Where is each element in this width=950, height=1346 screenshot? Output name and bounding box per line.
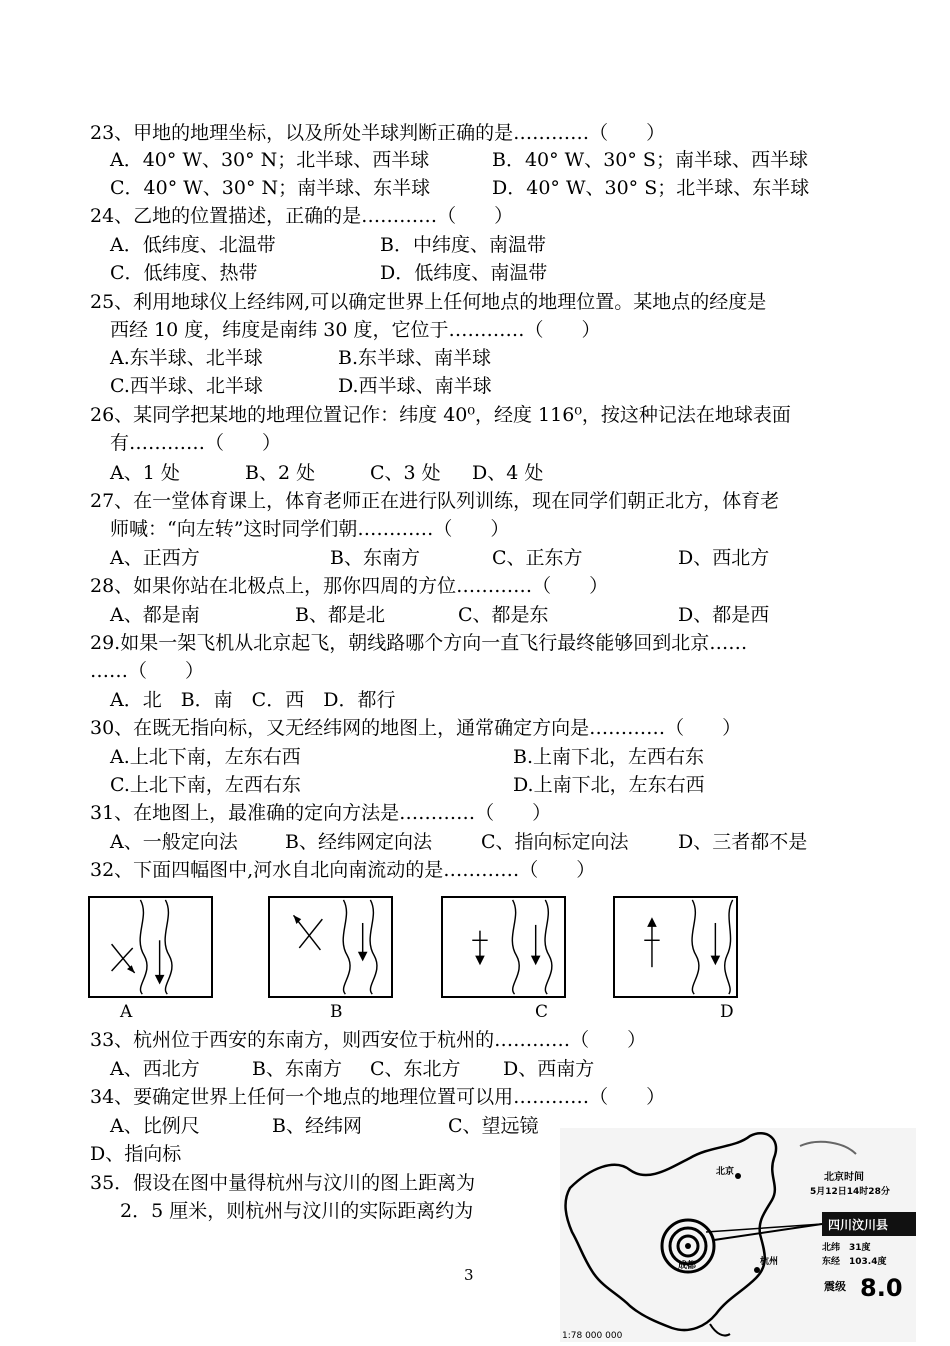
page-number: 3: [464, 1266, 474, 1284]
map-time: 5月12日14时28分: [810, 1187, 890, 1197]
q31-option-a: A、一般定向法: [110, 831, 238, 853]
q34-option-b: B、经纬网: [272, 1115, 362, 1137]
q28-option-d: D、都是西: [678, 604, 770, 626]
q32-stem: 32、下面四幅图中,河水自北向南流动的是…………（ ）: [90, 859, 596, 881]
river-diagram-c: [441, 896, 566, 998]
river-diagram-a: [88, 896, 213, 998]
map-city-hangzhou: 杭州: [760, 1257, 779, 1267]
river-diagram-a-figure: [90, 898, 211, 996]
q23-option-c: C．40° W、30° N；南半球、东半球: [110, 177, 431, 199]
q28-option-b: B、都是北: [295, 604, 385, 626]
map-time-title: 北京时间: [824, 1172, 864, 1183]
q34-stem: 34、要确定世界上任何一个地点的地理位置可以用…………（ ）: [90, 1086, 666, 1108]
q27-option-a: A、正西方: [110, 547, 200, 569]
q25-stem-line2: 西经 10 度，纬度是南纬 30 度，它位于…………（ ）: [110, 319, 601, 341]
q25-stem-line1: 25、利用地球仪上经纬网,可以确定世界上任何地点的地理位置。某地点的经度是: [90, 291, 767, 313]
diagram-label-d: D: [720, 1002, 734, 1022]
q25-option-b: B.东半球、南半球: [338, 347, 492, 369]
q35-stem-line2: 2．5 厘米，则杭州与汶川的实际距离约为: [120, 1200, 474, 1222]
q23-option-a: A．40° W、30° N；北半球、西半球: [110, 149, 430, 171]
china-map-figure: [560, 1128, 916, 1342]
q27-stem-line2: 师喊：“向左转”这时同学们朝…………（ ）: [110, 518, 510, 540]
q26-option-b: B、2 处: [245, 462, 316, 484]
q33-option-d: D、西南方: [503, 1058, 595, 1080]
q23-option-d: D．40° W、30° S；北半球、东半球: [492, 177, 810, 199]
q33-option-b: B、东南方: [252, 1058, 342, 1080]
map-lat: 北纬 31度: [822, 1243, 871, 1253]
diagram-label-b: B: [330, 1002, 343, 1022]
q24-stem: 24、乙地的位置描述，正确的是…………（ ）: [90, 205, 514, 227]
q33-stem: 33、杭州位于西安的东南方，则西安位于杭州的…………（ ）: [90, 1029, 647, 1051]
map-scale: 1:78 000 000: [562, 1331, 623, 1341]
q27-stem-line1: 27、在一堂体育课上，体育老师正在进行队列训练，现在同学们朝正北方，体育老: [90, 490, 780, 512]
q28-option-c: C、都是东: [458, 604, 549, 626]
q24-option-c: C．低纬度、热带: [110, 262, 258, 284]
q24-option-a: A．低纬度、北温带: [110, 234, 276, 256]
q25-option-a: A.东半球、北半球: [110, 347, 263, 369]
q24-option-b: B．中纬度、南温带: [380, 234, 546, 256]
map-mag-label: 震级: [824, 1280, 846, 1293]
river-diagram-c-figure: [443, 898, 564, 996]
china-earthquake-map: [560, 1128, 916, 1342]
q34-option-c: C、望远镜: [448, 1115, 539, 1137]
map-lon: 东经 103.4度: [822, 1257, 887, 1267]
q34-option-d: D、指向标: [90, 1143, 182, 1165]
river-diagram-d: [613, 896, 738, 998]
q30-option-a: A.上北下南，左东右西: [110, 746, 301, 768]
q34-option-a: A、比例尺: [110, 1115, 200, 1137]
q26-option-a: A、1 处: [110, 462, 180, 484]
q30-option-b: B.上南下北，左西右东: [513, 746, 705, 768]
river-diagram-d-figure: [615, 898, 736, 996]
q29-stem-line2: ……（ ）: [90, 660, 205, 682]
q29-options: A．北 B．南 C．西 D．都行: [110, 689, 396, 711]
q28-stem: 28、如果你站在北极点上，那你四周的方位…………（ ）: [90, 575, 609, 597]
q27-option-b: B、东南方: [330, 547, 420, 569]
q31-stem: 31、在地图上，最准确的定向方法是…………（ ）: [90, 802, 552, 824]
q28-option-a: A、都是南: [110, 604, 200, 626]
q31-option-b: B、经纬网定向法: [285, 831, 432, 853]
q23-stem: 23、甲地的地理坐标，以及所处半球判断正确的是…………（ ）: [90, 122, 666, 144]
q29-stem-line1: 29.如果一架飞机从北京起飞，朝线路哪个方向一直飞行最终能够回到北京……: [90, 632, 748, 654]
map-magnitude: 8.0: [860, 1274, 903, 1302]
q26-option-c: C、3 处: [370, 462, 441, 484]
q27-option-d: D、西北方: [678, 547, 770, 569]
diagram-label-a: A: [120, 1002, 133, 1022]
q25-option-c: C.西半球、北半球: [110, 375, 263, 397]
map-place: 四川汶川县: [828, 1218, 889, 1232]
q33-option-c: C、东北方: [370, 1058, 461, 1080]
diagram-label-c: C: [535, 1002, 549, 1022]
q30-option-d: D.上南下北，左东右西: [513, 774, 705, 796]
q26-stem-line2: 有…………（ ）: [110, 432, 282, 454]
river-diagram-b-figure: [270, 898, 391, 996]
q31-option-c: C、指向标定向法: [481, 831, 629, 853]
q35-stem-line1: 35．假设在图中量得杭州与汶川的图上距离为: [90, 1172, 476, 1194]
q24-option-d: D．低纬度、南温带: [380, 262, 548, 284]
river-diagram-b: [268, 896, 393, 998]
q30-option-c: C.上北下南，左西右东: [110, 774, 301, 796]
q30-stem: 30、在既无指向标，又无经纬网的地图上，通常确定方向是…………（ ）: [90, 717, 742, 739]
q26-stem-line1: 26、某同学把某地的地理位置记作：纬度 40⁰，经度 116⁰，按这种记法在地球表面: [90, 404, 791, 426]
q33-option-a: A、西北方: [110, 1058, 200, 1080]
q23-option-b: B．40° W、30° S；南半球、西半球: [492, 149, 808, 171]
q26-option-d: D、4 处: [472, 462, 544, 484]
q27-option-c: C、正东方: [492, 547, 583, 569]
map-city-chengdu: 成都: [678, 1261, 697, 1271]
map-city-beijing: 北京: [716, 1167, 735, 1177]
q31-option-d: D、三者都不是: [678, 831, 808, 853]
q25-option-d: D.西半球、南半球: [338, 375, 492, 397]
